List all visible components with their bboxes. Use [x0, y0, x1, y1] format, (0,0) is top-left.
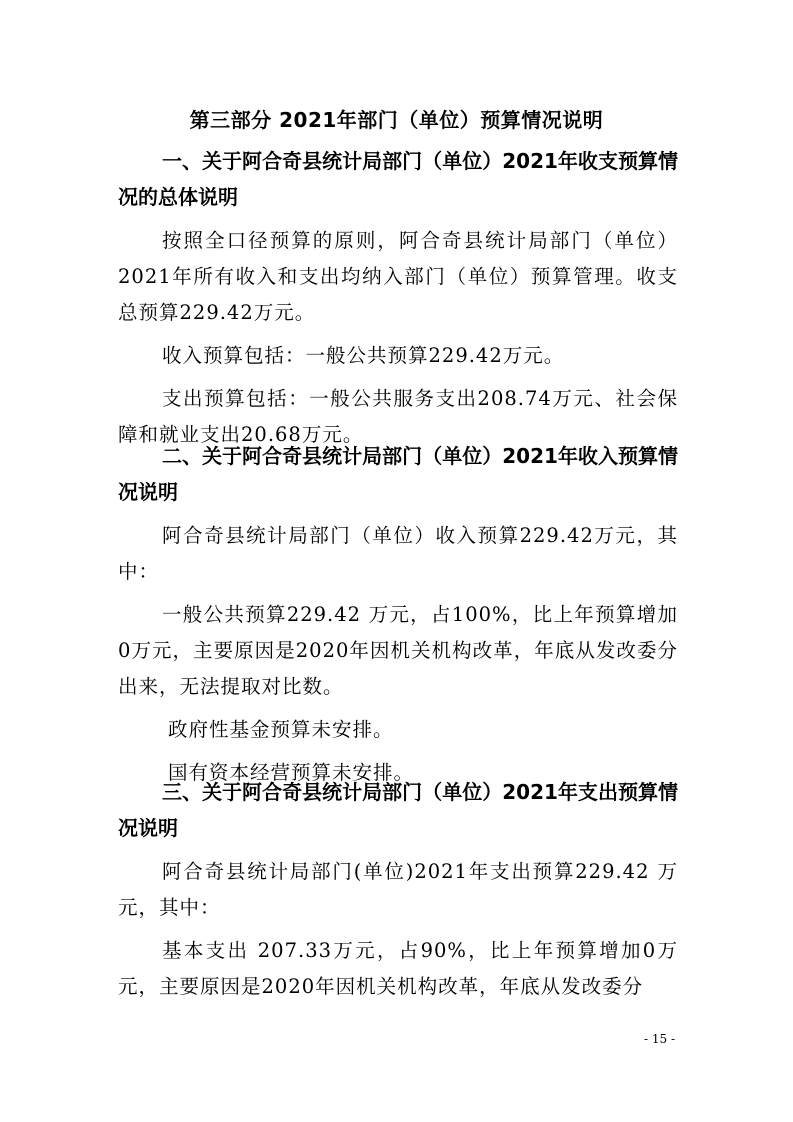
section-1-paragraph-2: 收入预算包括：一般公共预算229.42万元。: [162, 344, 565, 367]
section-3-paragraph-1: 阿合奇县统计局部门(单位)2021年支出预算229.42 万元，其中：: [118, 860, 678, 919]
section-3: [118, 774, 678, 1005]
document-title: 第三部分 2021年部门（单位）预算情况说明: [189, 108, 604, 132]
section-1-paragraph-3: 支出预算包括：一般公共服务支出208.74万元、社会保障和就业支出20.68万元。: [118, 387, 678, 446]
section-2-paragraph-3: 政府性基金预算未安排。: [168, 718, 394, 741]
section-1-heading: 一、关于阿合奇县统计局部门（单位）2021年收支预算情况的总体说明: [118, 149, 678, 209]
page-number-container: [0, 1032, 793, 1046]
section-3-heading: 三、关于阿合奇县统计局部门（单位）2021年支出预算情况说明: [118, 780, 678, 840]
page-number: - 15 -: [643, 1032, 675, 1046]
section-2-paragraph-1: 阿合奇县统计局部门（单位）收入预算229.42万元，其中：: [118, 524, 678, 583]
section-2: [118, 438, 678, 791]
section-1: [118, 143, 678, 453]
section-1-paragraph-1: 按照全口径预算的原则，阿合奇县统计局部门（单位）2021年所有收入和支出均纳入部门（单位）预算管理。收支总预算229.42万元。: [118, 229, 678, 324]
section-2-paragraph-2: 一般公共预算229.42 万元，占100%，比上年预算增加0万元，主要原因是2020年因机关机构改革，年底从发改委分出来，无法提取对比数。: [118, 603, 678, 698]
section-2-paragraph-4: 国有资本经营预算未安排。: [168, 761, 415, 784]
section-3-paragraph-2: 基本支出 207.33万元，占90%，比上年预算增加0万元，主要原因是2020年因机关机构改革，年底从发改委分: [118, 939, 678, 998]
section-2-heading: 二、关于阿合奇县统计局部门（单位）2021年收入预算情况说明: [118, 444, 678, 504]
